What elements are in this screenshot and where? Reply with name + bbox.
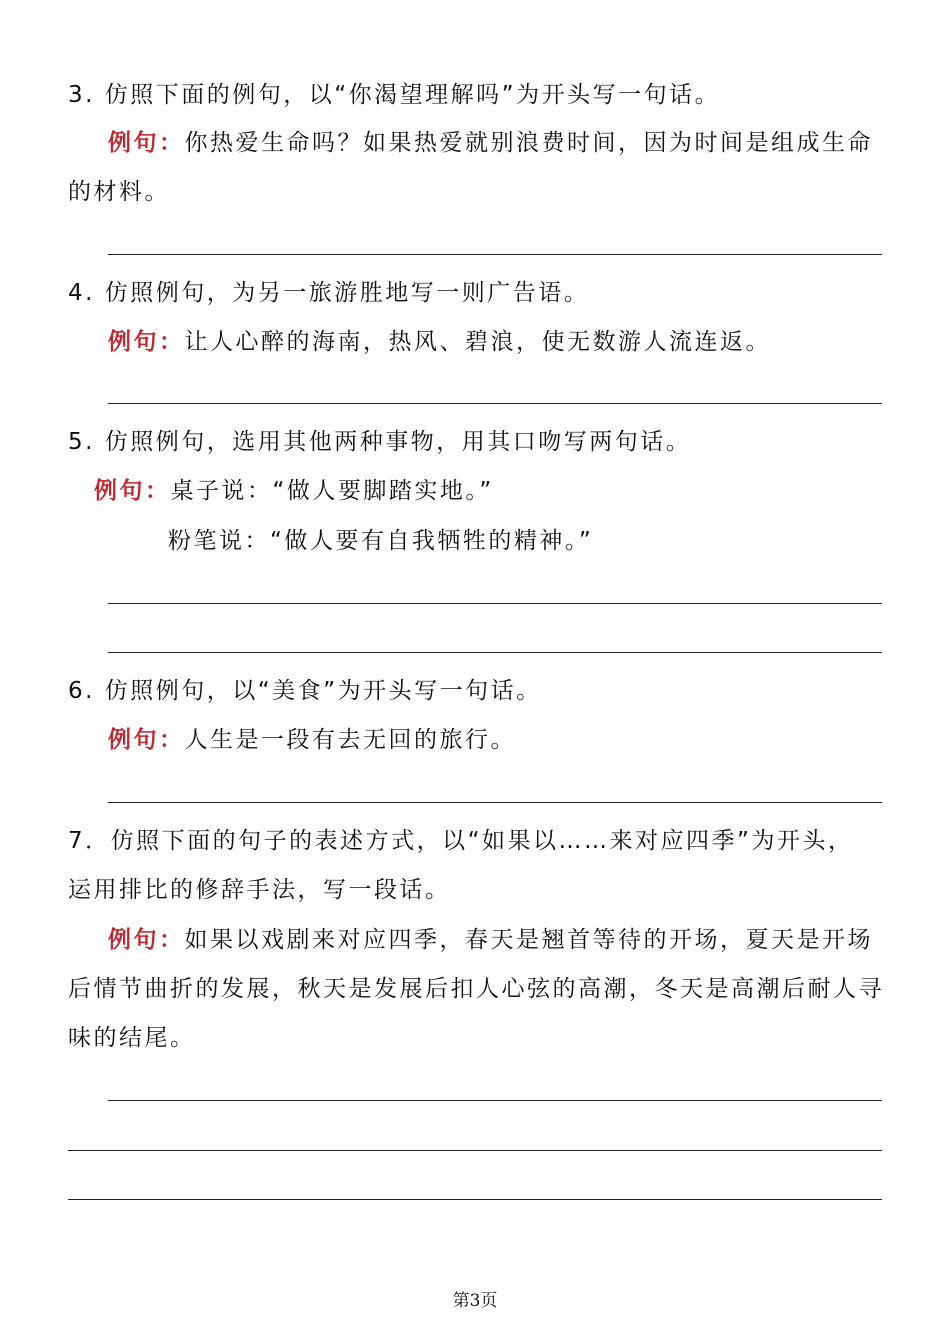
q7-prompt-2: 运用排比的修辞手法，写一段话。: [68, 877, 451, 903]
q3-prompt: 3. 仿照下面的例句，以“你渴望理解吗”为开头写一句话。: [68, 82, 721, 108]
q4-example-label: 例句：: [108, 329, 185, 355]
q7-answer-line-3[interactable]: [68, 1199, 882, 1200]
q3-example-text-2: 的材料。: [68, 179, 170, 205]
q5-example-text-1: 桌子说：“做人要脚踏实地。”: [170, 478, 494, 504]
q7-example: [108, 925, 873, 955]
q5-prompt: 5. 仿照例句，选用其他两种事物，用其口吻写两句话。: [68, 429, 692, 455]
q4-answer-line[interactable]: [108, 403, 882, 404]
q7-example-text-2: 后情节曲折的发展，秋天是发展后扣人心弦的高潮，冬天是高潮后耐人寻: [68, 976, 884, 1002]
q3-example-label: 例句：: [108, 130, 185, 156]
q7-example-text-1: 如果以戏剧来对应四季，春天是翘首等待的开场，夏天是开场: [184, 927, 873, 953]
q3-example: [108, 128, 873, 158]
q3-example-text-1: 你热爱生命吗？如果热爱就别浪费时间，因为时间是组成生命: [184, 130, 873, 156]
q6-example: [108, 725, 516, 755]
q7-answer-line-2[interactable]: [68, 1150, 882, 1151]
q5-example-text-2: 粉笔说：“做人要有自我牺牲的精神。”: [168, 528, 594, 554]
q7-example-label: 例句：: [108, 927, 185, 953]
q4-example-text-1: 让人心醉的海南，热风、碧浪，使无数游人流连返。: [184, 329, 771, 355]
q7-example-text-3: 味的结尾。: [68, 1025, 196, 1051]
q4-prompt: 4. 仿照例句，为另一旅游胜地写一则广告语。: [68, 280, 590, 306]
q7-answer-line-1[interactable]: [108, 1100, 882, 1101]
page-number: 第3页: [452, 1291, 498, 1311]
q3-answer-line[interactable]: [108, 254, 882, 255]
q6-example-label: 例句：: [108, 727, 185, 753]
q6-prompt: 6. 仿照例句，以“美食”为开头写一句话。: [68, 678, 542, 704]
q6-answer-line[interactable]: [108, 802, 882, 803]
q5-example: [94, 476, 494, 506]
q7-prompt-1: 7．仿照下面的句子的表述方式，以“如果以……来对应四季”为开头，: [68, 828, 854, 854]
q4-example: [108, 327, 771, 357]
q5-example-label: 例句：: [94, 478, 171, 504]
q6-example-text-1: 人生是一段有去无回的旅行。: [184, 727, 516, 753]
q5-answer-line-2[interactable]: [108, 652, 882, 653]
q5-answer-line-1[interactable]: [108, 603, 882, 604]
